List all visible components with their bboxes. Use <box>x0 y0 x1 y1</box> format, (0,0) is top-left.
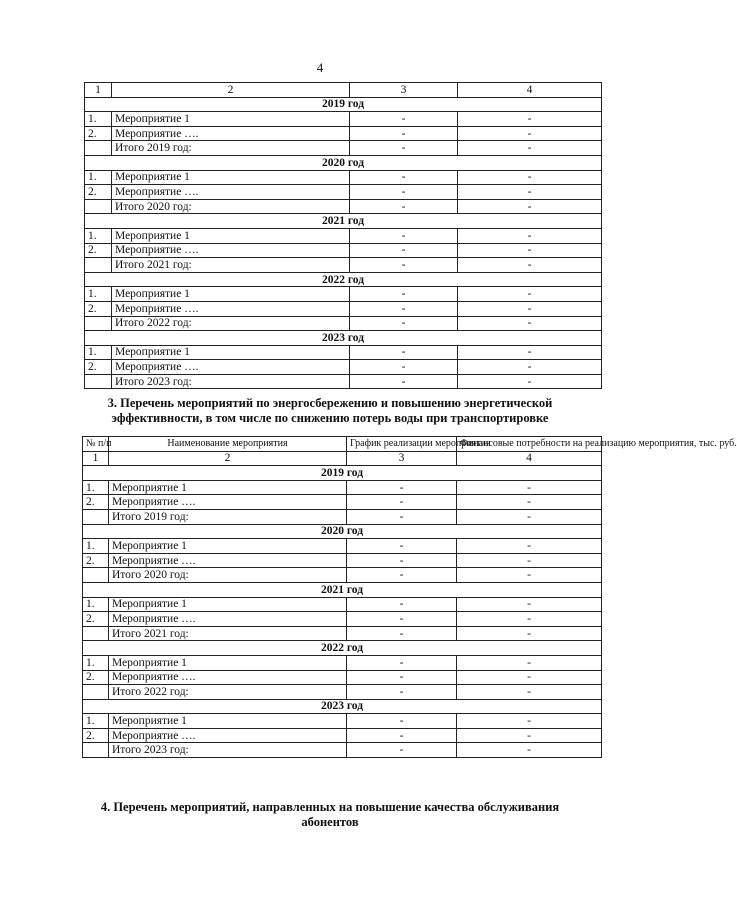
table-row <box>83 728 602 743</box>
column-number: 4 <box>457 451 602 466</box>
event-name: Мероприятие …. <box>109 728 347 743</box>
row-number: 2. <box>85 126 112 141</box>
event-name: Мероприятие 1 <box>109 597 347 612</box>
empty-cell <box>83 568 109 583</box>
event-name: Мероприятие …. <box>112 360 350 375</box>
total-funding: - <box>457 626 602 641</box>
total-row <box>85 199 602 214</box>
empty-cell <box>85 258 112 273</box>
section-4-title-line-1: 4. Перечень мероприятий, направленных на повышение качества обслуживания <box>100 800 560 814</box>
total-row <box>83 626 602 641</box>
year-heading: 2023 год <box>85 331 602 346</box>
event-schedule: - <box>350 185 458 200</box>
event-funding: - <box>458 243 602 258</box>
table-row <box>83 553 602 568</box>
event-schedule: - <box>347 539 457 554</box>
event-schedule: - <box>350 345 458 360</box>
event-schedule: - <box>347 553 457 568</box>
year-heading: 2019 год <box>85 97 602 112</box>
row-number: 2. <box>85 243 112 258</box>
header-row <box>83 437 602 452</box>
column-number: 4 <box>458 83 602 98</box>
year-heading: 2020 год <box>83 524 602 539</box>
event-funding: - <box>457 553 602 568</box>
total-funding: - <box>457 685 602 700</box>
event-schedule: - <box>350 301 458 316</box>
year-heading: 2021 год <box>83 582 602 597</box>
event-name: Мероприятие …. <box>109 495 347 510</box>
section-4-title <box>60 800 600 830</box>
event-schedule: - <box>347 597 457 612</box>
event-funding: - <box>457 612 602 627</box>
table-row <box>83 480 602 495</box>
event-schedule: - <box>350 360 458 375</box>
event-name: Мероприятие 1 <box>109 480 347 495</box>
empty-cell <box>83 743 109 758</box>
table-row <box>83 612 602 627</box>
year-row <box>85 155 602 170</box>
table-row <box>85 228 602 243</box>
event-funding: - <box>458 360 602 375</box>
total-schedule: - <box>350 141 458 156</box>
column-number: 3 <box>350 83 458 98</box>
table-row <box>85 170 602 185</box>
event-name: Мероприятие …. <box>112 126 350 141</box>
event-name: Мероприятие 1 <box>112 170 350 185</box>
table-row <box>85 301 602 316</box>
event-schedule: - <box>350 126 458 141</box>
total-label: Итого 2022 год: <box>109 685 347 700</box>
event-name: Мероприятие 1 <box>112 287 350 302</box>
total-label: Итого 2021 год: <box>112 258 350 273</box>
event-funding: - <box>457 539 602 554</box>
event-funding: - <box>458 185 602 200</box>
column-header: Наименование мероприятия <box>109 437 347 452</box>
total-row <box>85 374 602 389</box>
row-number: 1. <box>85 112 112 127</box>
total-label: Итого 2021 год: <box>109 626 347 641</box>
row-number: 1. <box>85 170 112 185</box>
column-number: 1 <box>83 451 109 466</box>
event-funding: - <box>457 655 602 670</box>
total-row <box>85 316 602 331</box>
total-label: Итого 2019 год: <box>112 141 350 156</box>
table-row <box>83 539 602 554</box>
column-header: Финансовые потребности на реализацию мероприятия, тыс. руб. <box>457 437 602 452</box>
column-header: № п/п <box>83 437 109 452</box>
total-funding: - <box>457 509 602 524</box>
events-table-1 <box>84 82 602 389</box>
year-heading: 2022 год <box>83 641 602 656</box>
table-row <box>85 243 602 258</box>
event-funding: - <box>458 228 602 243</box>
column-number-row <box>85 83 602 98</box>
total-label: Итого 2020 год: <box>112 199 350 214</box>
table-row <box>85 287 602 302</box>
year-row <box>85 331 602 346</box>
event-schedule: - <box>350 243 458 258</box>
event-funding: - <box>457 495 602 510</box>
row-number: 1. <box>83 480 109 495</box>
column-header: График реализации мероприятия <box>347 437 457 452</box>
total-schedule: - <box>347 743 457 758</box>
event-funding: - <box>457 670 602 685</box>
empty-cell <box>83 626 109 641</box>
row-number: 1. <box>83 597 109 612</box>
empty-cell <box>83 509 109 524</box>
total-row <box>85 141 602 156</box>
energy-saving-events-table <box>82 436 737 758</box>
total-schedule: - <box>347 568 457 583</box>
total-funding: - <box>458 199 602 214</box>
section-3-title <box>60 396 600 426</box>
total-schedule: - <box>347 626 457 641</box>
event-funding: - <box>458 170 602 185</box>
table-row <box>85 185 602 200</box>
column-number: 1 <box>85 83 112 98</box>
event-name: Мероприятие …. <box>109 553 347 568</box>
year-row <box>83 524 602 539</box>
total-label: Итого 2022 год: <box>112 316 350 331</box>
total-label: Итого 2020 год: <box>109 568 347 583</box>
table-row <box>85 345 602 360</box>
event-funding: - <box>457 480 602 495</box>
table-row <box>85 126 602 141</box>
row-number: 1. <box>85 345 112 360</box>
event-funding: - <box>457 597 602 612</box>
event-name: Мероприятие 1 <box>109 655 347 670</box>
event-name: Мероприятие …. <box>112 243 350 258</box>
table-row <box>83 655 602 670</box>
total-schedule: - <box>350 316 458 331</box>
total-funding: - <box>458 258 602 273</box>
event-name: Мероприятие …. <box>109 612 347 627</box>
section-3-title-line-2: эффективности, в том числе по снижению потерь воды при транспортировке <box>111 411 549 425</box>
total-funding: - <box>458 141 602 156</box>
row-number: 2. <box>83 728 109 743</box>
row-number: 1. <box>83 655 109 670</box>
column-number: 2 <box>112 83 350 98</box>
empty-cell <box>83 685 109 700</box>
year-heading: 2022 год <box>85 272 602 287</box>
event-funding: - <box>458 345 602 360</box>
column-number: 2 <box>109 451 347 466</box>
empty-cell <box>85 199 112 214</box>
event-schedule: - <box>347 480 457 495</box>
table-row <box>83 495 602 510</box>
year-row <box>83 466 602 481</box>
empty-cell <box>85 374 112 389</box>
total-row <box>83 743 602 758</box>
table-row <box>85 360 602 375</box>
year-row <box>83 641 602 656</box>
total-schedule: - <box>347 685 457 700</box>
event-name: Мероприятие 1 <box>109 539 347 554</box>
total-schedule: - <box>350 199 458 214</box>
event-schedule: - <box>350 170 458 185</box>
year-heading: 2019 год <box>83 466 602 481</box>
year-row <box>85 272 602 287</box>
row-number: 2. <box>85 185 112 200</box>
column-number-row <box>83 451 602 466</box>
event-schedule: - <box>347 728 457 743</box>
row-number: 2. <box>83 495 109 510</box>
total-funding: - <box>457 568 602 583</box>
total-schedule: - <box>347 509 457 524</box>
event-name: Мероприятие 1 <box>112 112 350 127</box>
event-name: Мероприятие …. <box>112 185 350 200</box>
page-number: 4 <box>316 60 324 75</box>
row-number: 1. <box>85 287 112 302</box>
year-row <box>85 214 602 229</box>
section-3-title-line-1: 3. Перечень мероприятий по энергосбережению и повышению энергетической <box>107 396 553 410</box>
total-row <box>85 258 602 273</box>
event-funding: - <box>458 301 602 316</box>
row-number: 1. <box>83 714 109 729</box>
row-number: 2. <box>83 553 109 568</box>
total-row <box>83 568 602 583</box>
empty-cell <box>85 141 112 156</box>
total-funding: - <box>458 316 602 331</box>
event-schedule: - <box>350 287 458 302</box>
total-label: Итого 2023 год: <box>109 743 347 758</box>
table-row <box>83 597 602 612</box>
event-schedule: - <box>347 655 457 670</box>
event-funding: - <box>458 287 602 302</box>
row-number: 2. <box>85 360 112 375</box>
total-schedule: - <box>350 374 458 389</box>
total-funding: - <box>458 374 602 389</box>
row-number: 1. <box>83 539 109 554</box>
total-schedule: - <box>350 258 458 273</box>
total-funding: - <box>457 743 602 758</box>
row-number: 2. <box>85 301 112 316</box>
year-heading: 2021 год <box>85 214 602 229</box>
event-schedule: - <box>350 112 458 127</box>
row-number: 1. <box>85 228 112 243</box>
total-row <box>83 509 602 524</box>
year-heading: 2020 год <box>85 155 602 170</box>
event-name: Мероприятие …. <box>112 301 350 316</box>
column-number: 3 <box>347 451 457 466</box>
year-row <box>83 699 602 714</box>
row-number: 2. <box>83 670 109 685</box>
year-row <box>85 97 602 112</box>
event-schedule: - <box>347 495 457 510</box>
total-label: Итого 2019 год: <box>109 509 347 524</box>
event-funding: - <box>458 126 602 141</box>
total-row <box>83 685 602 700</box>
table-row <box>85 112 602 127</box>
year-heading: 2023 год <box>83 699 602 714</box>
event-name: Мероприятие 1 <box>109 714 347 729</box>
event-name: Мероприятие …. <box>109 670 347 685</box>
empty-cell <box>85 316 112 331</box>
total-label: Итого 2023 год: <box>112 374 350 389</box>
event-schedule: - <box>350 228 458 243</box>
event-funding: - <box>457 714 602 729</box>
section-4-title-line-2: абонентов <box>301 815 359 829</box>
event-schedule: - <box>347 670 457 685</box>
event-name: Мероприятие 1 <box>112 345 350 360</box>
event-name: Мероприятие 1 <box>112 228 350 243</box>
row-number: 2. <box>83 612 109 627</box>
event-schedule: - <box>347 714 457 729</box>
event-funding: - <box>458 112 602 127</box>
year-row <box>83 582 602 597</box>
event-funding: - <box>457 728 602 743</box>
table-row <box>83 670 602 685</box>
event-schedule: - <box>347 612 457 627</box>
table-row <box>83 714 602 729</box>
